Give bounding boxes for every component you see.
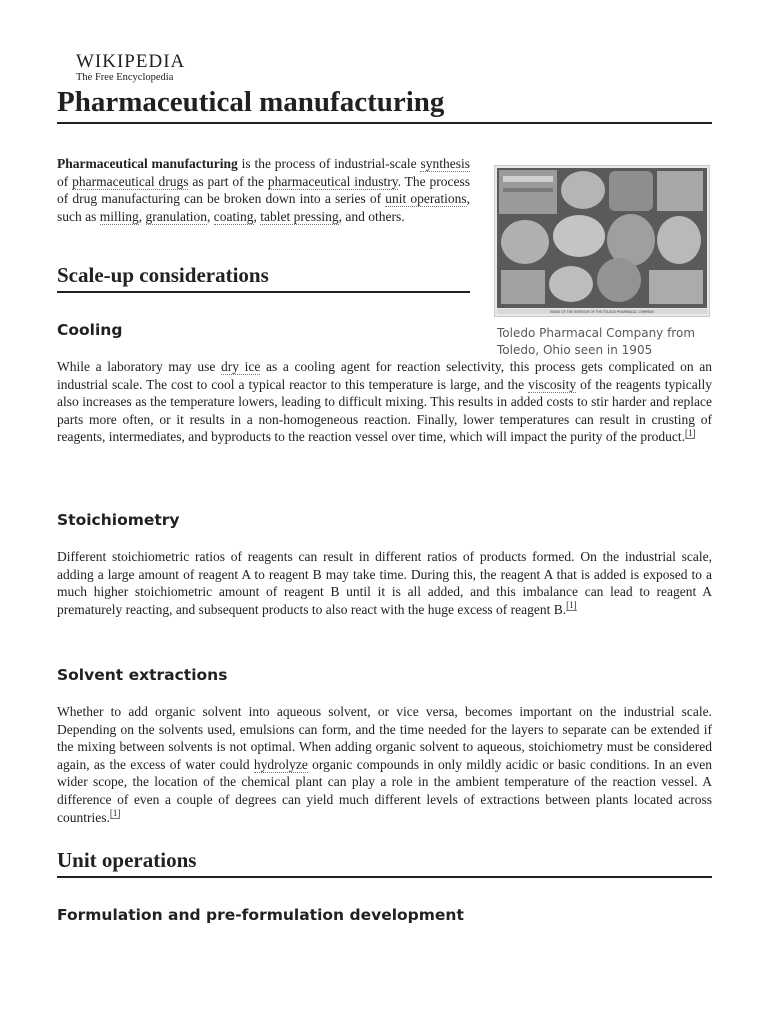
stoichiometry-text: Different stoichiometric ratios of reagents can result in different ratios of products formed. On the industrial scale, adding a large amount of reagent A to reagent B may take time. During this, the reagent A that is added is exposed to a much higher stoichiometric amount of reagent B until it is all added, and this imbalance can lead to reagent A prematurely reacting, and subsequent products to also react with the huge excess of reagent B. xyxy=(57,549,712,617)
heading-unit-operations: Unit operations xyxy=(57,847,712,878)
link-milling[interactable]: milling xyxy=(99,208,139,224)
heading-stoichiometry: Stoichiometry xyxy=(57,511,180,529)
link-tablet-pressing[interactable]: tablet pressing xyxy=(260,208,339,224)
logo-tagline: The Free Encyclopedia xyxy=(76,72,174,83)
solvent-text: organic compounds in only mildly acidic or basic conditions. In an even wider scope, the location of the chemical plant can play a role in the ambient temperature of the reaction vessel. A difference of even a couple of degrees can yield much different levels of extractions between plants located across countries. xyxy=(57,756,712,825)
reference-link[interactable]: [1] xyxy=(684,427,696,438)
intro-text: , xyxy=(138,208,146,224)
intro-text: , xyxy=(207,208,214,224)
link-coating[interactable]: coating xyxy=(213,208,254,224)
link-hydrolyze[interactable]: hydrolyze xyxy=(253,756,308,772)
intro-text: , xyxy=(253,208,261,224)
link-pharmaceutical-drugs[interactable]: pharmaceutical drugs xyxy=(72,173,189,189)
stoichiometry-paragraph xyxy=(57,548,712,618)
solvent-text: Whether to add organic solvent into aqueous solvent, or vice versa, becomes important on the industrial scale. Depending on the solvents used, emulsions can form, and the time needed for the layers to separate can be extended if the mixing between solvents is not optimal. When adding organic solvent to aqueous, stoichiometry must be considered again, as the excess of water could xyxy=(57,704,712,772)
figure-caption: Toledo Pharmacal Company from Toledo, Ohio seen in 1905 xyxy=(497,326,696,357)
heading-scale-up: Scale-up considerations xyxy=(57,262,470,293)
infobox-figure xyxy=(494,165,710,359)
intro-paragraph xyxy=(57,155,470,225)
logo-wordmark: WIKIPEDIA xyxy=(76,51,186,72)
cooling-paragraph xyxy=(57,358,712,446)
intro-text: is the process of industrial-scale xyxy=(237,156,421,171)
intro-text: . The process of drug manufacturing can be broken down into a series of xyxy=(57,173,471,207)
link-pharmaceutical-industry[interactable]: pharmaceutical industry xyxy=(267,173,398,189)
heading-solvent-extractions: Solvent extractions xyxy=(57,666,228,684)
link-granulation[interactable]: granulation xyxy=(145,208,207,224)
link-unit-operations[interactable]: unit operations xyxy=(385,191,467,207)
photo-banner: VIEWS OF THE INTERIOR OF THE TOLEDO PHARMACAL COMPANY. xyxy=(549,310,655,314)
wikipedia-logo[interactable] xyxy=(76,52,185,84)
cooling-text: as a cooling agent for reaction selectivity, this process gets complicated on an industrial scale. The cost to cool a typical reactor to this temperature is large, and the xyxy=(57,359,712,392)
intro-text: , and others. xyxy=(338,208,405,224)
page-title: Pharmaceutical manufacturing xyxy=(57,84,712,124)
reference-link[interactable]: [1] xyxy=(566,600,577,611)
cooling-text: of the reagents typically also increases as the temperature lowers, leading to difficult mixing. This results in added costs to stir harder and replace parts more often, or it results in a non-homogeneous reaction. Finally, lower temperatures can result in crusting of reagents, intermediates, and byproducts to the reaction vessel over time, which will impact the purity of the product. xyxy=(57,376,712,445)
heading-cooling: Cooling xyxy=(57,321,123,339)
intro-text: of xyxy=(57,173,73,189)
link-viscosity[interactable]: viscosity xyxy=(528,376,577,392)
heading-formulation: Formulation and pre-formulation development xyxy=(57,906,464,924)
intro-bold-term: Pharmaceutical manufacturing xyxy=(57,156,238,171)
reference-link[interactable]: [1] xyxy=(109,808,121,819)
intro-text: , such as xyxy=(57,191,470,224)
link-dry-ice[interactable]: dry ice xyxy=(220,359,261,374)
intro-text: as part of the xyxy=(188,173,268,189)
reference-1[interactable] xyxy=(685,428,696,439)
toledo-pharmacal-photo[interactable] xyxy=(494,165,710,317)
cooling-text: While a laboratory may use xyxy=(57,359,221,374)
link-synthesis[interactable]: synthesis xyxy=(420,156,470,171)
reference-1[interactable] xyxy=(110,808,121,819)
reference-1[interactable] xyxy=(566,600,577,611)
solvent-paragraph xyxy=(57,703,712,826)
